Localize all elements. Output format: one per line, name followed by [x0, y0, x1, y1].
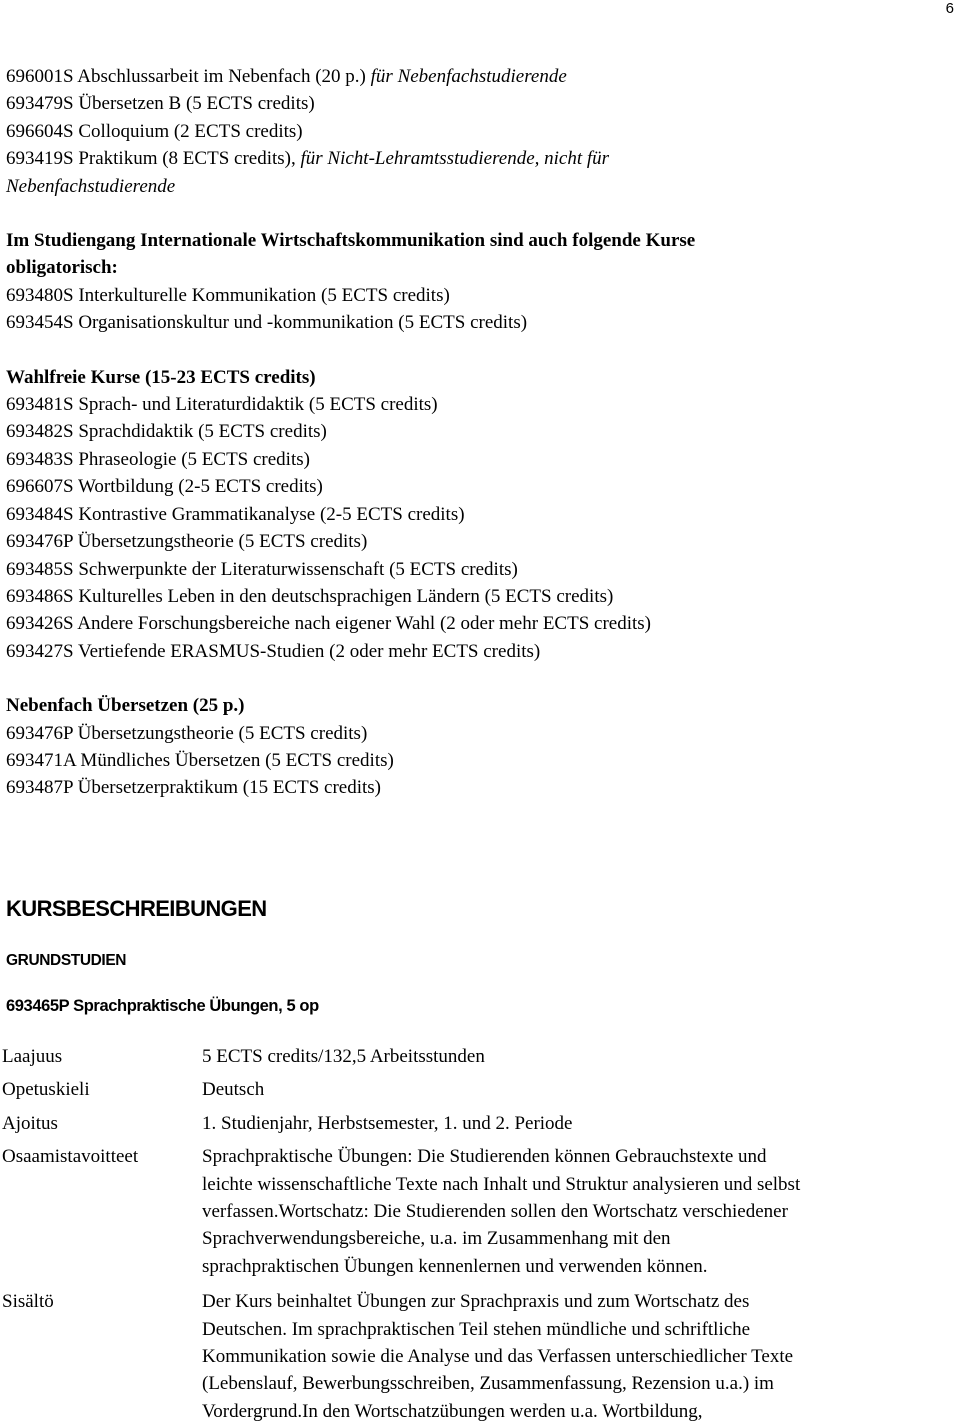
section-heading-wahlfreie: Wahlfreie Kurse (15-23 ECTS credits): [6, 366, 316, 388]
paragraph-line: Kommunikation sowie die Analyse und das Verfassen unterschiedlicher Texte: [202, 1346, 794, 1368]
paragraph-line: Der Kurs beinhaltet Übungen zur Sprachpraxis und zum Wortschatz des: [202, 1291, 750, 1313]
paragraph-line: Sprachpraktische Übungen: Die Studierenden können Gebrauchstexte und: [202, 1146, 767, 1168]
info-value: 5 ECTS credits/132,5 Arbeitsstunden: [202, 1046, 485, 1067]
info-value: Deutsch: [202, 1079, 265, 1101]
grundstudien-heading: GRUNDSTUDIEN: [6, 951, 127, 969]
course-note-italic: für Nicht-Lehramtsstudierende, nicht für: [300, 148, 610, 170]
course-code-text: 696001S Abschlussarbeit im Nebenfach (20 p.): [6, 66, 371, 87]
info-label: Opetuskieli: [2, 1079, 90, 1101]
paragraph-line: verfassen.Wortschatz: Die Studierenden sollen den Wortschatz verschiedener: [202, 1201, 788, 1223]
course-line: 693480S Interkulturelle Kommunikation (5 ECTS credits): [6, 284, 450, 306]
info-label: Ajoitus: [2, 1112, 58, 1134]
info-label: Osaamistavoitteet: [2, 1146, 139, 1168]
course-line: 693483S Phraseologie (5 ECTS credits): [6, 448, 310, 470]
paragraph-line: (Lebenslauf, Bewerbungsschreiben, Zusammenfassung, Rezension u.a.) im: [202, 1373, 774, 1395]
course-line: 696607S Wortbildung (2-5 ECTS credits): [6, 476, 323, 498]
section-heading-nebenfach: Nebenfach Übersetzen (25 p.): [6, 695, 245, 717]
info-value-paragraph: [202, 1288, 958, 1425]
course-note-italic: für Nebenfachstudierende: [370, 66, 567, 87]
document-body: [6, 63, 956, 1026]
course-line: 693471A Mündliches Übersetzen (5 ECTS credits): [6, 749, 394, 771]
course-line: 693426S Andere Forschungsbereiche nach eigener Wahl (2 oder mehr ECTS credits): [6, 613, 651, 635]
course-line-abschlussarbeit: [6, 63, 956, 90]
course-info-table: [2, 1043, 958, 1425]
info-value-paragraph: [202, 1143, 958, 1280]
course-line: 693484S Kontrastive Grammatikanalyse (2-5 ECTS credits): [6, 503, 465, 525]
course-line: 693476P Übersetzungstheorie (5 ECTS credits): [6, 722, 368, 744]
course-note-continuation: Nebenfachstudierende: [6, 175, 176, 197]
paragraph-line: sprachpraktischen Übungen kennenlernen und verwenden können.: [202, 1255, 708, 1277]
section-heading-iwk-cont: obligatorisch:: [6, 257, 118, 279]
info-label: Laajuus: [2, 1046, 63, 1067]
info-row-ajoitus: [2, 1110, 958, 1137]
paragraph-line: Vordergrund.In den Wortschatzübungen werden u.a. Wortbildung,: [202, 1400, 703, 1422]
course-line: 693485S Schwerpunkte der Literaturwissenschaft (5 ECTS credits): [6, 558, 518, 580]
paragraph-line: Deutschen. Im sprachpraktischen Teil stehen mündliche und schriftliche: [202, 1318, 751, 1340]
info-row-osaamistavoitteet: [2, 1143, 958, 1280]
course-line-uebersetzen-b: 693479S Übersetzen B (5 ECTS credits): [6, 93, 315, 115]
paragraph-line: leichte wissenschaftliche Texte nach Inhalt und Struktur analysieren und selbst: [202, 1173, 801, 1195]
course-line: 693481S Sprach- und Literaturdidaktik (5 ECTS credits): [6, 394, 438, 416]
section-heading-iwk: Im Studiengang Internationale Wirtschaftskommunikation sind auch folgende Kurse: [6, 230, 696, 252]
course-code-text: 693419S Praktikum (8 ECTS credits),: [6, 148, 301, 170]
course-line: 693427S Vertiefende ERASMUS-Studien (2 oder mehr ECTS credits): [6, 640, 541, 662]
info-row-opetuskieli: [2, 1076, 958, 1103]
kursbeschreibungen-heading: KURSBESCHREIBUNGEN: [6, 895, 267, 921]
course-line: 693486S Kulturelles Leben in den deutschsprachigen Ländern (5 ECTS credits): [6, 585, 614, 607]
course-line-colloquium: 696604S Colloquium (2 ECTS credits): [6, 120, 303, 142]
page-number: 6: [945, 0, 954, 17]
info-label: Sisältö: [2, 1291, 54, 1313]
course-line: 693454S Organisationskultur und -kommunikation (5 ECTS credits): [6, 312, 528, 334]
paragraph-line: Sprachverwendungsbereiche, u.a. im Zusammenhang mit den: [202, 1228, 671, 1250]
course-title: 693465P Sprachpraktische Übungen, 5 op: [6, 996, 319, 1015]
course-line: 693487P Übersetzerpraktikum (15 ECTS credits): [6, 777, 381, 799]
course-line: 693482S Sprachdidaktik (5 ECTS credits): [6, 421, 327, 443]
info-value: 1. Studienjahr, Herbstsemester, 1. und 2. Periode: [202, 1112, 573, 1134]
course-line-praktikum: [6, 145, 956, 172]
info-row-sisalto: [2, 1288, 958, 1425]
info-row-laajuus: [2, 1043, 958, 1070]
course-line: 693476P Übersetzungstheorie (5 ECTS credits): [6, 531, 368, 553]
